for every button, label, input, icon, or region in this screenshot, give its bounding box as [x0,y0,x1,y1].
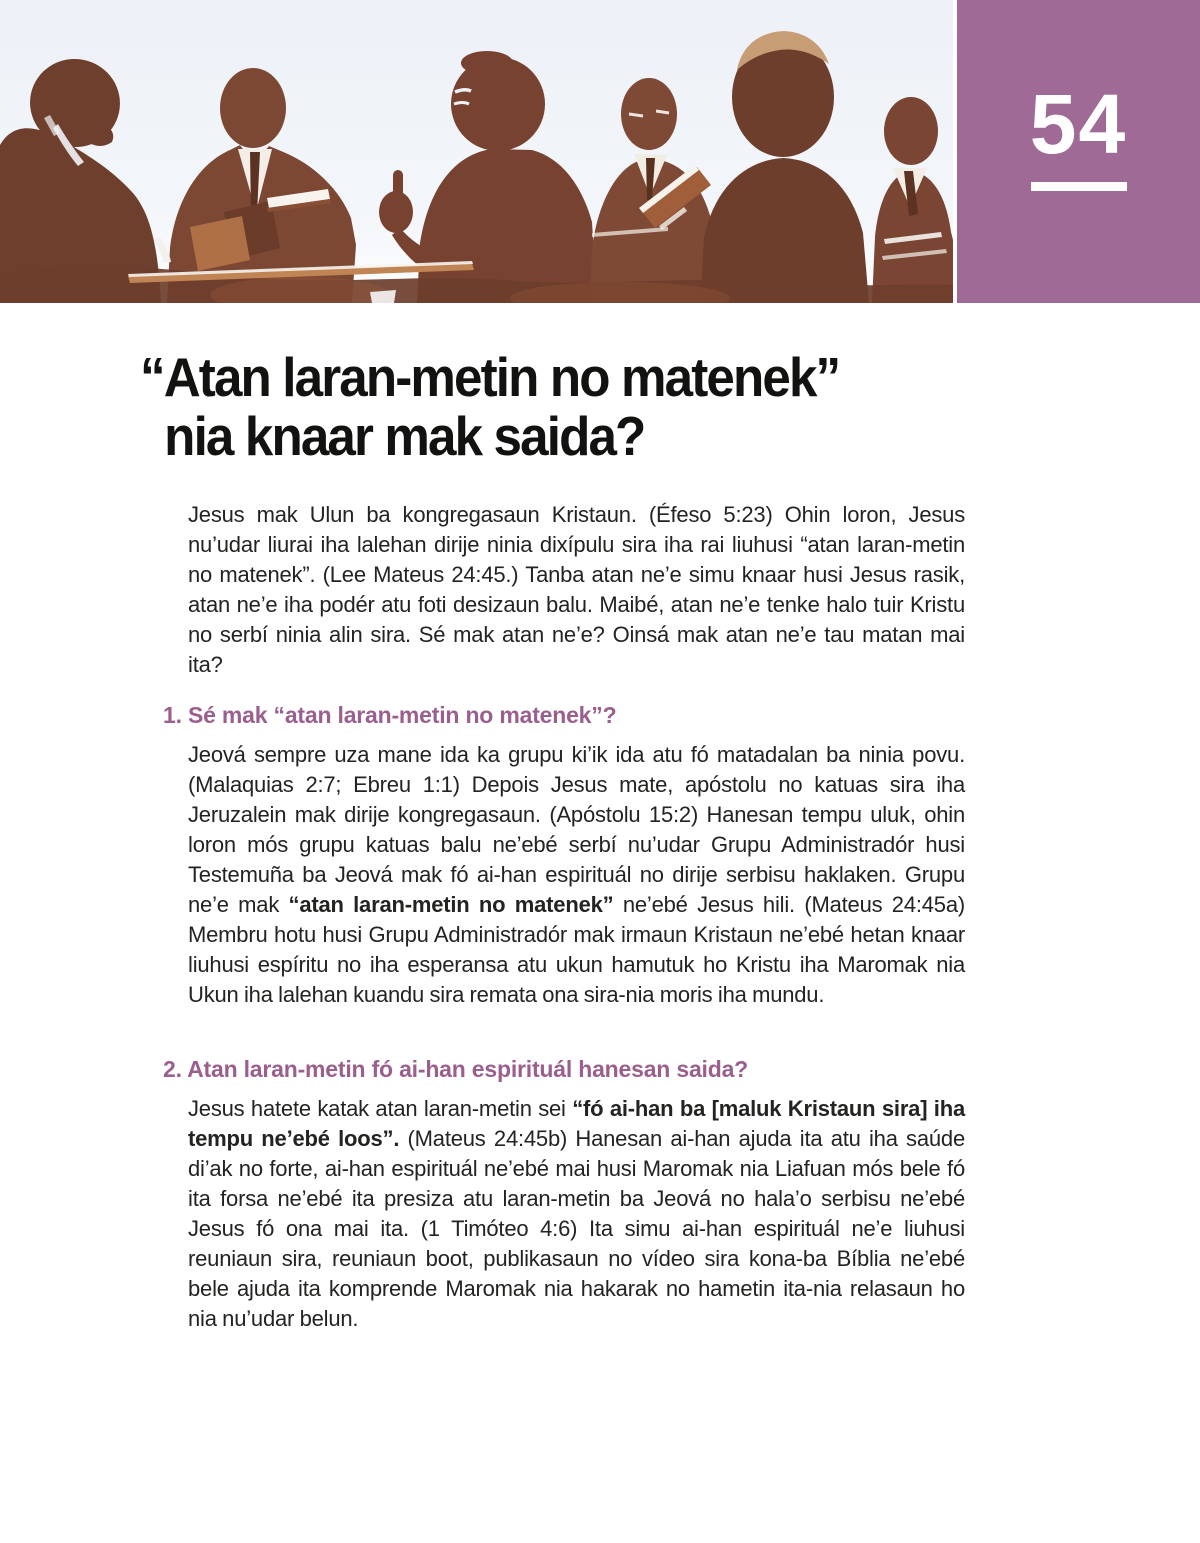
lesson-number-badge [957,0,1200,303]
men-silhouettes-illustration [0,0,953,303]
section-1-paragraph: Jeová sempre uza mane ida ka grupu ki’ik ida atu fó matadalan ba ninia povu. (Malaquias 2:7; Ebreu 1:1) Depois Jesus mate, apóstolu no katuas sira iha Jeruzalein mak dirije kongregasaun. (Apóstolu 15:2) Hanesan tempu uluk, ohin loron mós grupu katuas balu ne’ebé serbí nu’udar Grupu Administradór husi Testemuña ba Jeová mak fó ai-han espirituál no dirije serbisu haklaken. Grupu ne’e mak “atan laran-metin no matenek” ne’ebé Jesus hili. (Mateus 24:45a) Membru hotu husi Grupu Administradór mak irmaun Kristaun ne’ebé hetan knaar liuhusi espíritu no iha esperansa atu ukun hamutuk ho Kristu iha Maromak nia Ukun iha lalehan kuandu sira remata ona sira-nia moris iha mundu. [188,742,965,1007]
section-2-heading: 2. Atan laran-metin fó ai-han espirituál hanesan saida? [163,1056,749,1082]
page-title [140,348,839,466]
section-1-heading: 1. Sé mak “atan laran-metin no matenek”? [163,702,617,728]
intro-paragraph: Jesus mak Ulun ba kongregasaun Kristaun. (Éfeso 5:23) Ohin loron, Jesus nu’udar liurai iha lalehan dirije ninia dixípulu sira iha rai liuhusi “atan laran-metin no matenek”. (Lee Mateus 24:45.) Tanba atan ne’e simu knaar husi Jesus rasik, atan ne’e iha podér atu foti desizaun balu. Maibé, atan ne’e tenke halo tuir Kristu no serbí ninia alin sira. Sé mak atan ne’e? Oinsá mak atan ne’e tau matan mai ita? [188,502,965,677]
bold-scripture-quote: “atan laran-metin no matenek” [288,892,614,917]
section-2-paragraph: Jesus hatete katak atan laran-metin sei “fó ai-han ba [maluk Kristaun sira] iha tempu ne’ebé loos”. (Mateus 24:45b) Hanesan ai-han ajuda ita atu iha saúde di’ak no forte, ai-han espirituál ne’ebé mai husi Maromak nia Liafuan mós bele fó ita forsa ne’ebé ita presiza atu laran-metin ba Jeová no hala’o serbisu ne’ebé Jesus fó ona mai ita. (1 Timóteo 4:6) Ita simu ai-han espirituál ne’e liuhusi reuniaun sira, reuniaun boot, publikasaun no vídeo sira kona-ba Bíblia ne’ebé bele ajuda ita komprende Maromak nia hakarak no hametin ita-nia relasaun ho nia nu’udar belun. [188,1096,965,1331]
lesson-number-underline [1031,182,1127,191]
bold-scripture-quote: “fó ai-han ba [maluk Kristaun sira] iha tempu ne’ebé loos”. [188,1096,965,1151]
hero-image [0,0,953,303]
lesson-number: 54 [1029,77,1128,171]
title-line-2: nia knaar mak saida? [164,405,645,467]
title-line-1: “Atan laran-metin no matenek” [140,346,840,408]
